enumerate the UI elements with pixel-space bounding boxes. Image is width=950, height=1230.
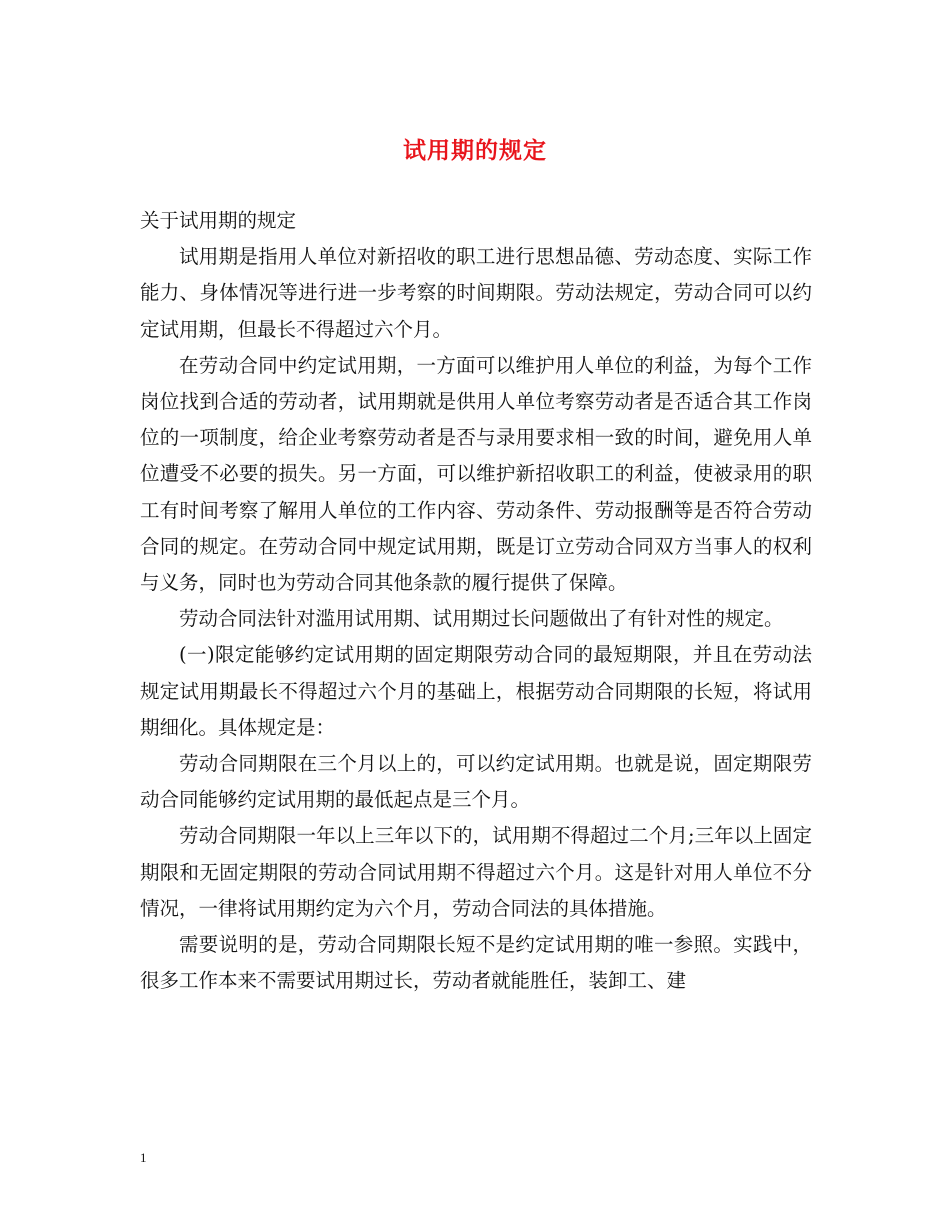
page-number: 1 xyxy=(140,1150,147,1165)
paragraph: (一)限定能够约定试用期的固定期限劳动合同的最短期限，并且在劳动法规定试用期最长不得超过六个月的基础上，根据劳动合同期限的长短，将试用期细化。具体规定是： xyxy=(140,643,812,739)
paragraph: 在劳动合同中约定试用期，一方面可以维护用人单位的利益，为每个工作岗位找到合适的劳动者，试用期就是供用人单位考察劳动者是否适合其工作岗位的一项制度，给企业考察劳动者是否与录用要求相一致的时间，避免用人单位遭受不必要的损失。另一方面，可以维护新招收职工的利益，使被录用的职工有时间考察了解用人单位的工作内容、劳动条件、劳动报酬等是否符合劳动合同的规定。在劳动合同中规定试用期，既是订立劳动合同双方当事人的权利与义务，同时也为劳动合同其他条款的履行提供了保障。 xyxy=(140,353,812,595)
paragraph: 劳动合同期限一年以上三年以下的，试用期不得超过二个月;三年以上固定期限和无固定期限的劳动合同试用期不得超过六个月。这是针对用人单位不分情况，一律将试用期约定为六个月，劳动合同法的具体措施。 xyxy=(140,824,812,920)
document-subtitle: 关于试用期的规定 xyxy=(140,209,297,232)
document-title: 试用期的规定 xyxy=(403,137,547,164)
paragraph: 劳动合同法针对滥用试用期、试用期过长问题做出了有针对性的规定。 xyxy=(179,607,784,631)
document-body xyxy=(140,203,812,999)
paragraph: 试用期是指用人单位对新招收的职工进行思想品德、劳动态度、实际工作能力、身体情况等进行进一步考察的时间期限。劳动法规定，劳动合同可以约定试用期，但最长不得超过六个月。 xyxy=(140,245,812,341)
paragraph: 劳动合同期限在三个月以上的，可以约定试用期。也就是说，固定期限劳动合同能够约定试用期的最低起点是三个月。 xyxy=(140,752,812,812)
paragraph: 需要说明的是，劳动合同期限长短不是约定试用期的唯一参照。实践中，很多工作本来不需要试用期过长，劳动者就能胜任，装卸工、建 xyxy=(140,933,812,993)
